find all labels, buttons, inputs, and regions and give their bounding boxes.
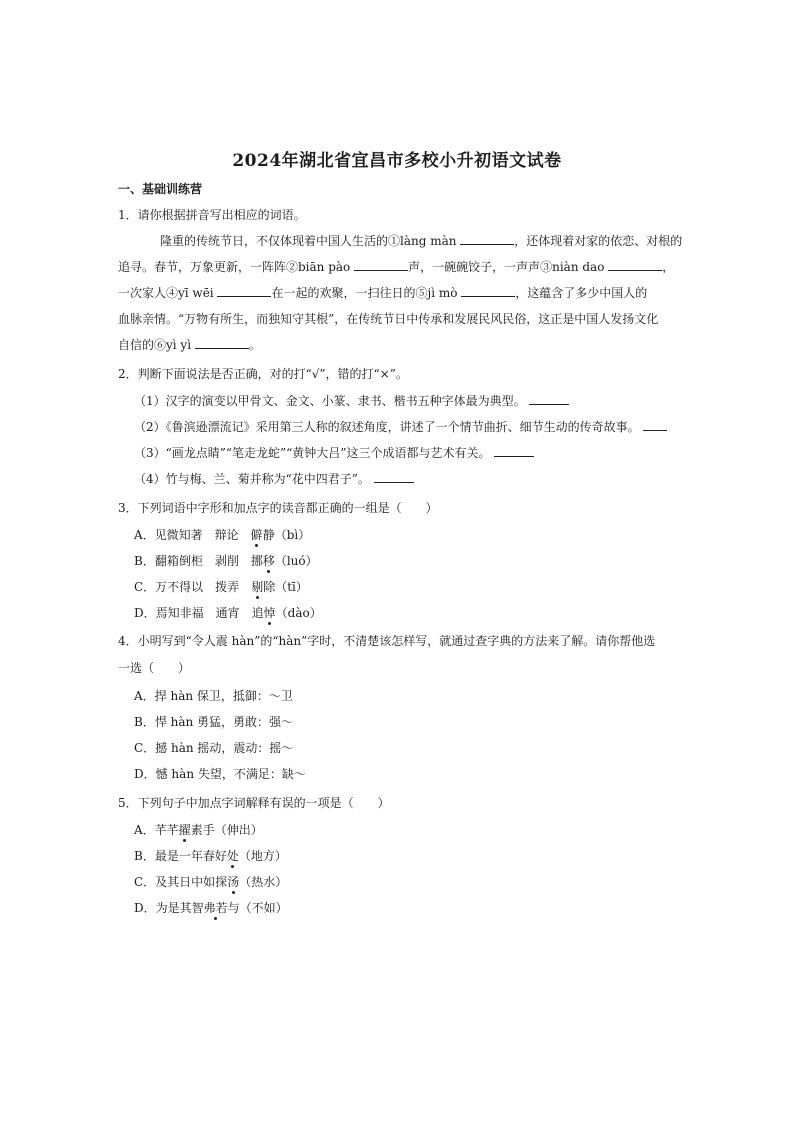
answer-blank-2[interactable] <box>354 259 408 271</box>
question-2-statement-1: （1）汉字的演变以甲骨文、金文、小篆、隶书、楷书五种字体最为典型。 <box>134 393 569 409</box>
dotted-char: 移 <box>262 554 275 568</box>
question-1-line-1: 隆重的传统节日，不仅体现着中国人生活的①làng màn ，还体现着对家的依恋、对根的 <box>160 234 683 248</box>
exam-title: 2024年湖北省宜昌市多校小升初语文试卷 <box>232 151 562 171</box>
question-4-stem-line-2: 一选（ ） <box>118 661 191 675</box>
answer-blank-6[interactable] <box>195 337 249 349</box>
question-2-statement-4: （4）竹与梅、兰、菊并称为“花中四君子”。 <box>134 471 414 487</box>
question-5-option-a[interactable]: A．芊芊擢素手（伸出） <box>134 823 263 837</box>
question-3-option-c[interactable]: C．万不得以 拨弄 剔除（tī） <box>134 580 308 594</box>
question-1-line-5: 自信的⑥yì yì 。 <box>118 338 261 352</box>
question-1-line-4: 血脉亲情。“万物有所生，而独知守其根”，在传统节日中传承和发展民风民俗，这正是中国人发扬文化 <box>118 312 659 326</box>
question-4-option-c[interactable]: C．撼 hàn 摇动，震动：摇～ <box>134 741 294 755</box>
question-3-stem: 3．下列词语中字形和加点字的读音都正确的一组是（ ） <box>118 501 438 515</box>
dotted-char: 处 <box>226 849 239 863</box>
answer-blank-4[interactable] <box>217 285 271 297</box>
answer-blank-1[interactable] <box>460 233 514 245</box>
dotted-char: 悼 <box>263 606 276 620</box>
question-3-option-b[interactable]: B．翻箱倒柜 剥削 挪移（luó） <box>134 554 318 568</box>
question-1-line-2: 追寻。春节，万象更新，一阵阵②biān pào 声，一碗碗饺子，一声声③niàn dao ， <box>118 260 675 274</box>
judge-blank-1[interactable] <box>529 393 569 405</box>
question-1-line-3: 一次家人④yī wēi 在一起的欢聚，一扫往日的⑤jì mò ，这蕴含了多少中国人的 <box>118 286 648 300</box>
section-heading: 一、基础训练营 <box>118 182 203 196</box>
dotted-char: 弗若 <box>203 901 228 915</box>
dotted-char: 剔 <box>251 580 264 594</box>
judge-blank-3[interactable] <box>494 445 534 457</box>
answer-blank-5[interactable] <box>461 285 515 297</box>
dotted-char: 僻 <box>250 528 263 542</box>
question-5-option-d[interactable]: D．为是其智弗若与（不如） <box>134 901 288 915</box>
question-4-option-a[interactable]: A．捍 hàn 保卫，抵御：～卫 <box>134 689 293 703</box>
question-2-statement-2: （2）《鲁滨逊漂流记》采用第三人称的叙述角度，讲述了一个情节曲折、细节生动的传奇故事。 <box>134 419 667 435</box>
question-3-option-a[interactable]: A．见微知著 辩论 僻静（bì） <box>134 528 311 542</box>
question-4-option-d[interactable]: D．憾 hàn 失望，不满足：缺～ <box>134 767 306 781</box>
dotted-char: 汤 <box>227 875 240 889</box>
judge-blank-2[interactable] <box>643 419 667 431</box>
answer-blank-3[interactable] <box>608 259 662 271</box>
question-5-stem: 5．下列句子中加点字词解释有误的一项是（ ） <box>118 796 390 810</box>
question-5-option-b[interactable]: B．最是一年春好处（地方） <box>134 849 287 863</box>
question-2-statement-3: （3）“画龙点睛”“笔走龙蛇”“黄钟大吕”这三个成语都与艺术有关。 <box>134 445 534 461</box>
question-2-stem: 2．判断下面说法是否正确，对的打“√”，错的打“×”。 <box>118 367 408 381</box>
dotted-char: 擢 <box>178 823 191 837</box>
question-4-option-b[interactable]: B．悍 hàn 勇猛，勇敢：强～ <box>134 715 294 729</box>
question-4-stem-line-1: 4．小明写到“令人震 hàn”的“hàn”字时，不清楚该怎样写，就通过查字典的方法来了解。请你帮他选 <box>118 634 656 648</box>
question-5-option-c[interactable]: C．及其日中如探汤（热水） <box>134 875 288 889</box>
question-1-stem: 1．请你根据拼音写出相应的词语。 <box>118 208 306 222</box>
question-3-option-d[interactable]: D．焉知非福 通宵 追悼（dào） <box>134 606 322 620</box>
judge-blank-4[interactable] <box>374 471 414 483</box>
